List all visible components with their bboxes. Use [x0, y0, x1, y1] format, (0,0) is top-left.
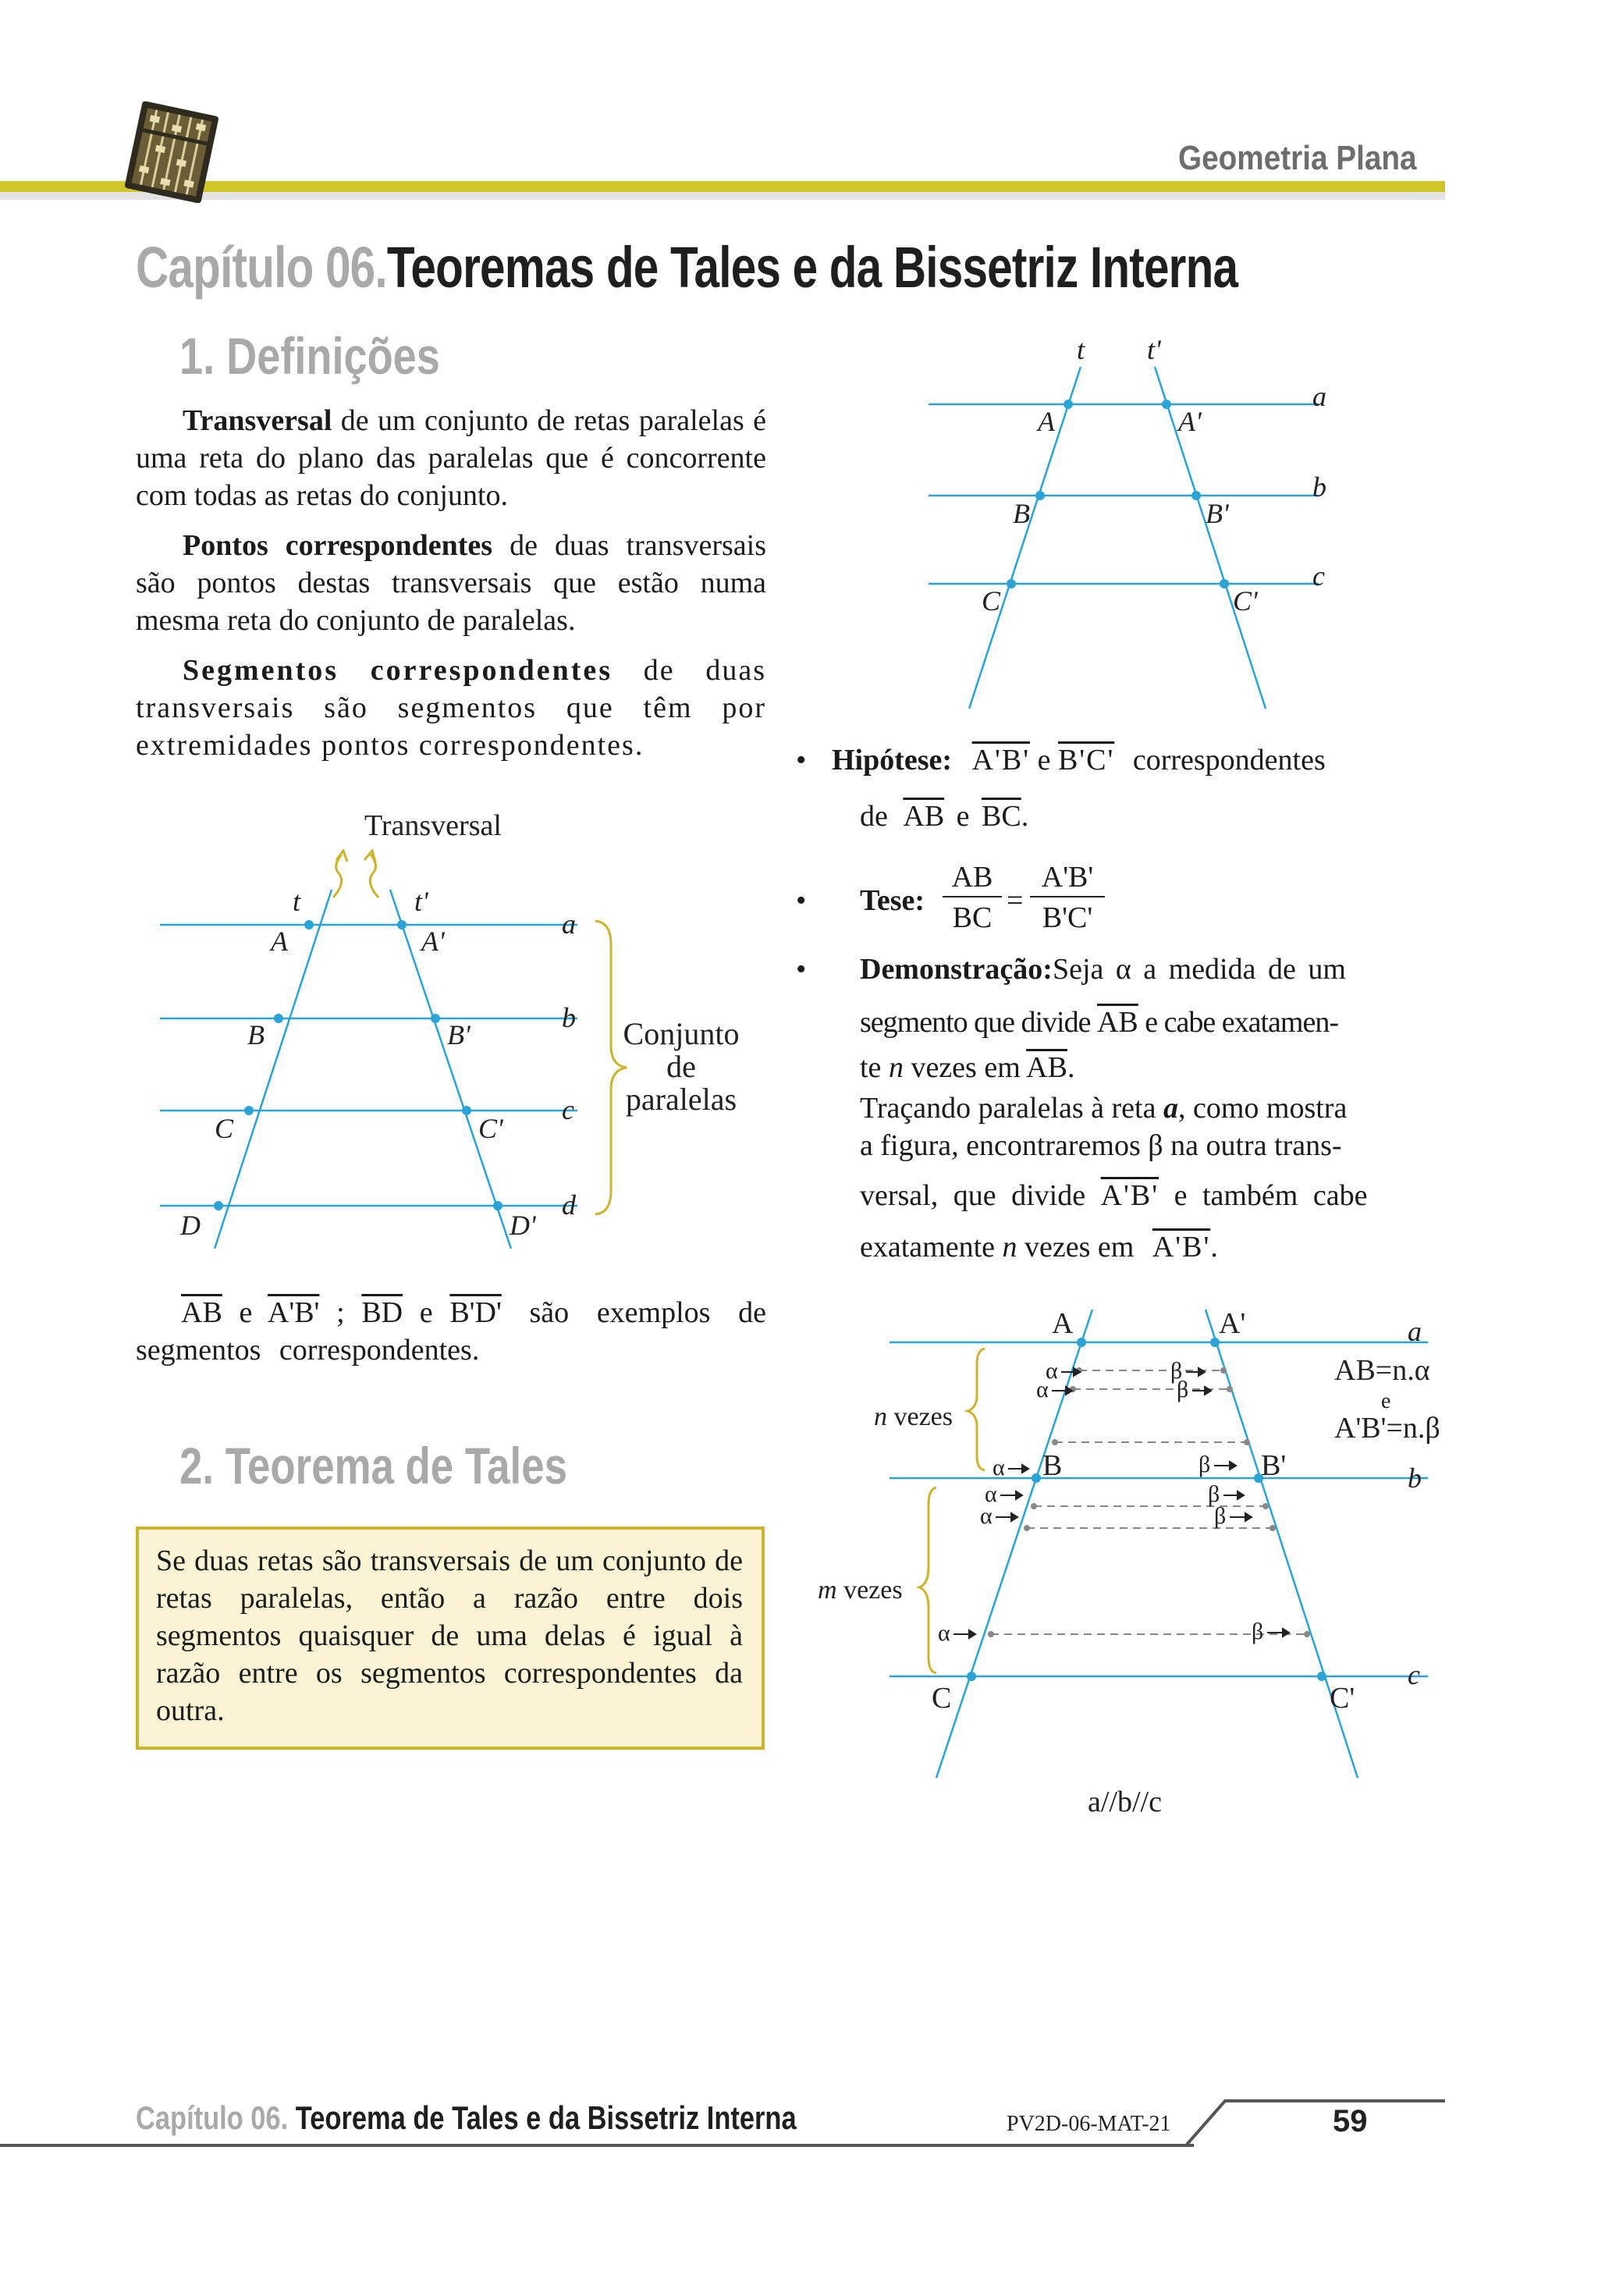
- hipotese-line2: de $\overline{AB}$ e $\overline{BC}$.: [860, 800, 1029, 833]
- fig2-label-B: B: [1013, 498, 1030, 529]
- svg-text:β: β: [1208, 1481, 1220, 1507]
- fig2-label-A-prime: A': [1178, 406, 1202, 437]
- svg-text:β: β: [1214, 1503, 1227, 1529]
- label-t-prime: t': [414, 886, 428, 917]
- fig3-caption: a//b//c: [1088, 1786, 1162, 1818]
- fig3-label-B: B: [1042, 1449, 1063, 1482]
- section1-heading: 1. Definições: [179, 327, 440, 385]
- label-D: D: [180, 1210, 201, 1241]
- demonstracao: • Demonstração:Seja α a medida de um segmento que divide $\overline{AB}$ e cabe exatamen- te n vezes em $\overline{AB}$. Traçando paralelas à reta a, como mostra a figura, encontraremos β na outra trans- versal, que divide A'B' e também cabe exatamente n vezes em A'B'.: [796, 953, 1368, 1264]
- bullet-dot: •: [796, 744, 807, 777]
- hipotese-line1: • Hipótese: A'B' e B'C' correspondentes: [796, 741, 1451, 779]
- section2-heading: 2. Teorema de Tales: [179, 1437, 567, 1495]
- examples-text: $\overline{AB}$ e A'B' ; $\overline{BD}$ e B'D' são exemplos de segmentos correspondentes.: [136, 1296, 766, 1367]
- label-A: A: [271, 926, 288, 957]
- definition-pontos: Pontos correspondentes de duas transversais são pontos destas transversais que estão numa mesma reta do conjunto de paralelas.: [136, 529, 766, 637]
- figure-thales-basic: [921, 336, 1342, 726]
- fig2-label-B-prime: B': [1206, 498, 1229, 529]
- term-transversal: Transversal: [183, 404, 332, 437]
- fig3-eq1: AB=n.α: [1334, 1354, 1430, 1387]
- fig2-label-C: C: [982, 585, 1001, 617]
- theorem-text: Se duas retas são transversais de um conjunto de retas paralelas, então a razão entre dois segmentos quaisquer de uma delas é igual à razão entre os segmentos correspondentes da outra.: [156, 1544, 743, 1727]
- footer-code: PV2D-06-MAT-21: [1007, 2112, 1171, 2136]
- point-C: [244, 1106, 254, 1115]
- label-B: B: [247, 1019, 265, 1050]
- fig3-label-a: a: [1408, 1316, 1422, 1347]
- definition-segmentos: Segmentos correspondentes de duas transversais são segmentos que têm por extremidades pontos correspondentes.: [136, 654, 766, 762]
- label-A-prime: A': [421, 926, 445, 957]
- svg-text:β: β: [1177, 1377, 1189, 1402]
- point-B-prime: [431, 1014, 440, 1023]
- point-A-prime: [397, 920, 407, 929]
- fig3-label-b: b: [1408, 1463, 1422, 1494]
- term-pontos: Pontos correspondentes: [183, 529, 493, 562]
- brace-label-3: paralelas: [625, 1082, 737, 1117]
- footer-line: [0, 2144, 1194, 2147]
- fig2-label-b: b: [1312, 471, 1326, 503]
- point-A: [304, 920, 314, 929]
- fig3-label-A: A: [1052, 1307, 1074, 1340]
- callout-transversal: Transversal: [364, 809, 502, 842]
- label-line-b: b: [562, 1002, 576, 1033]
- point-D: [214, 1201, 223, 1210]
- point-D-prime: [493, 1201, 502, 1210]
- label-C: C: [215, 1113, 234, 1144]
- theorem-box: [136, 1527, 765, 1750]
- brace-label-2: de: [666, 1049, 696, 1084]
- svg-text:α: α: [1046, 1358, 1058, 1384]
- fig3-eq2: A'B'=n.β: [1334, 1412, 1440, 1445]
- svg-text:α: α: [985, 1481, 997, 1507]
- footer-divider: [1186, 2096, 1451, 2151]
- label-line-d: d: [562, 1189, 576, 1221]
- fig2-label-a: a: [1312, 381, 1326, 412]
- svg-text:β: β: [1252, 1619, 1264, 1644]
- fraction-1: AB BC: [943, 858, 1002, 938]
- fig2-label-c: c: [1312, 560, 1325, 592]
- footer-chapter: Capítulo 06. Teorema de Tales e da Bissetriz Interna: [136, 2099, 797, 2136]
- fig2-label-t-prime: t': [1147, 336, 1161, 365]
- chapter-name: Teoremas de Tales e da Bissetriz Interna: [386, 235, 1238, 300]
- label-n-vezes: n vezes: [874, 1402, 953, 1431]
- label-m-vezes: m vezes: [818, 1576, 903, 1605]
- fig3-label-B-prime: B': [1261, 1449, 1287, 1482]
- brace: [595, 921, 627, 1214]
- fig3-label-C-prime: C': [1330, 1682, 1355, 1715]
- fraction-2: A'B' B'C': [1030, 858, 1105, 938]
- point-C-prime: [462, 1106, 471, 1115]
- brace-label-1: Conjunto: [623, 1016, 740, 1051]
- fig2-label-C-prime: C': [1233, 585, 1258, 617]
- definition-transversal: Transversal de um conjunto de retas paralelas é uma reta do plano das paralelas que é concorrente com todas as retas do conjunto.: [136, 404, 766, 512]
- fig3-eq-e: e: [1381, 1389, 1391, 1413]
- fig3-label-c: c: [1408, 1659, 1420, 1690]
- svg-text:β: β: [1198, 1452, 1211, 1477]
- svg-text:α: α: [993, 1455, 1005, 1480]
- chapter-prefix: Capítulo 06.: [136, 235, 387, 300]
- abacus-logo: [117, 101, 226, 203]
- svg-text:α: α: [980, 1503, 993, 1529]
- label-D-prime: D': [510, 1210, 536, 1241]
- label-C-prime: C': [478, 1113, 503, 1144]
- fig2-label-t: t: [1077, 336, 1085, 365]
- header-section-title: Geometria Plana: [1178, 139, 1417, 177]
- label-line-c: c: [562, 1094, 574, 1125]
- brace-m: [919, 1487, 936, 1673]
- label-B-prime: B': [447, 1019, 471, 1050]
- svg-text:α: α: [938, 1620, 950, 1646]
- label-line-a: a: [562, 908, 576, 940]
- fig3-label-A-prime: A': [1219, 1307, 1246, 1340]
- label-t: t: [293, 886, 301, 917]
- page-number: 59: [1333, 2104, 1368, 2138]
- point-B: [274, 1014, 283, 1023]
- fig2-label-A: A: [1038, 406, 1055, 437]
- figure-transversal-parallels: [152, 796, 769, 1264]
- svg-text:α: α: [1036, 1377, 1049, 1402]
- chapter-title: [136, 234, 1238, 300]
- brace-n: [968, 1349, 985, 1470]
- svg-text:β: β: [1170, 1358, 1183, 1384]
- fig3-label-C: C: [932, 1682, 952, 1715]
- term-segmentos: Segmentos correspondentes: [183, 654, 613, 687]
- figure-thales-proof: [811, 1302, 1451, 1832]
